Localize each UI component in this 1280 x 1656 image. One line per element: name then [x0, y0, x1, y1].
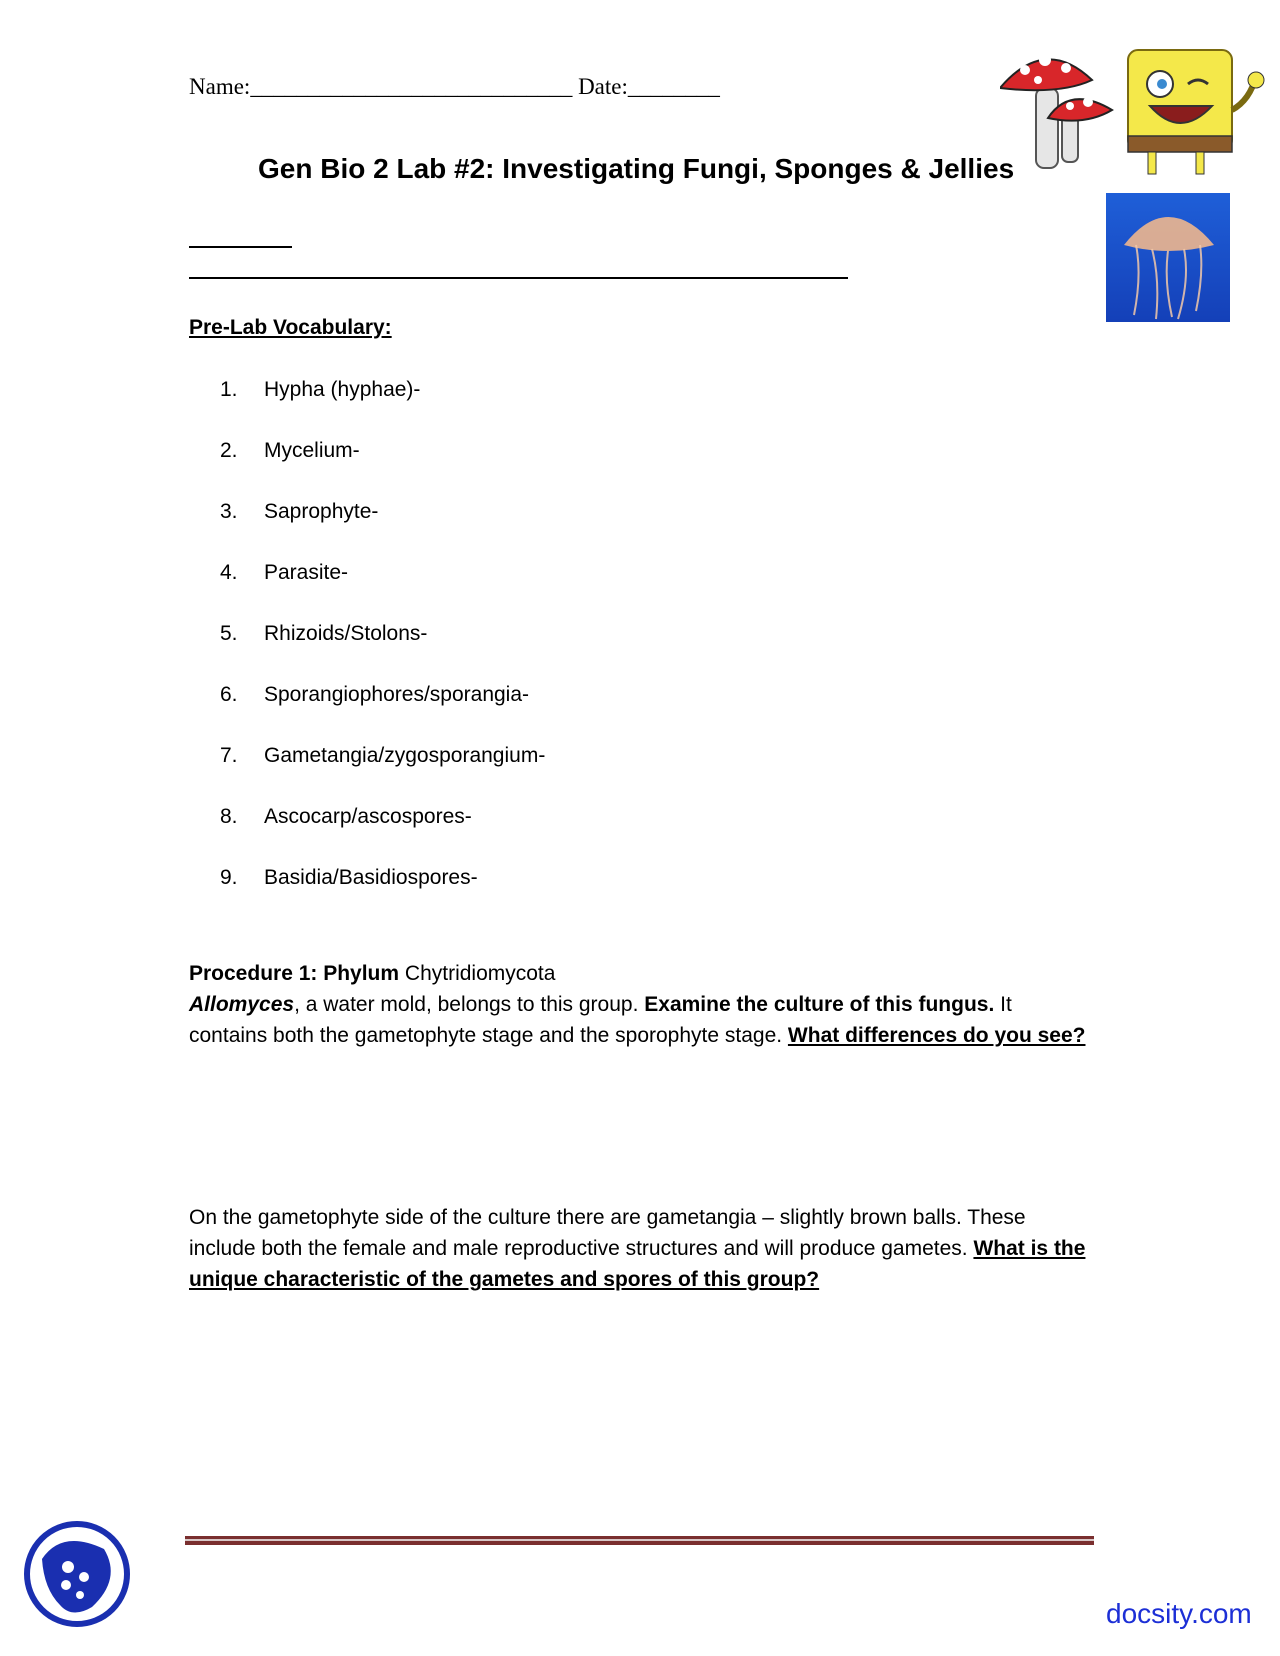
instruction: Examine the culture of this fungus. [644, 993, 995, 1016]
vocab-term: Basidia/Basidiospores- [264, 866, 478, 889]
list-item: 1. Hypha (hyphae)- [220, 377, 545, 438]
vocab-term: Ascocarp/ascospores- [264, 805, 472, 828]
genus-name: Allomyces [189, 993, 295, 1016]
list-item: 9. Basidia/Basidiospores- [220, 865, 545, 926]
docsity-logo-icon [22, 1519, 132, 1629]
vocab-term: Parasite- [264, 561, 349, 584]
vocab-term: Mycelium- [264, 439, 360, 462]
page-title: Gen Bio 2 Lab #2: Investigating Fungi, Sponges & Jellies [258, 153, 1015, 184]
procedure-1-body: Allomyces, a water mold, belongs to this group. Examine the culture of this fungus. It contains both the gametophyte stage and the sporophyte stage. What differences do you see? [189, 993, 1086, 1047]
sponge-character-icon [1128, 50, 1264, 174]
vocabulary-list [220, 377, 545, 926]
title-rule-short [189, 246, 292, 248]
list-item: 6. Sporangiophores/sporangia- [220, 682, 545, 743]
name-field[interactable]: ____________________________ [250, 74, 573, 99]
procedure-1-heading: Procedure 1: Phylum Chytridiomycota [189, 962, 556, 985]
gametangia-paragraph: On the gametophyte side of the culture there are gametangia – slightly brown balls. These include both the female and male reproductive structures and will produce gametes. What is the unique characteristic of the gametes and spores of this group? [189, 1206, 1086, 1291]
name-label: Name: [189, 74, 251, 99]
list-item: 7. Gametangia/zygosporangium- [220, 743, 545, 804]
prelab-heading: Pre-Lab Vocabulary: [189, 316, 392, 339]
vocab-term: Hypha (hyphae)- [264, 378, 421, 401]
date-label: Date: [578, 74, 628, 99]
question: What differences do you see? [787, 1024, 1086, 1047]
mushroom-icon [1000, 54, 1112, 168]
list-item: 3. Saprophyte- [220, 499, 545, 560]
vocab-term: Saprophyte- [264, 500, 379, 523]
list-item: 5. Rhizoids/Stolons- [220, 621, 545, 682]
vocab-term: Gametangia/zygosporangium- [264, 744, 546, 767]
list-item: 8. Ascocarp/ascospores- [220, 804, 545, 865]
name-date-line [189, 74, 720, 100]
vocab-term: Sporangiophores/sporangia- [264, 683, 530, 706]
list-item: 2. Mycelium- [220, 438, 545, 499]
vocab-term: Rhizoids/Stolons- [264, 622, 428, 645]
jellyfish-image [1106, 193, 1230, 322]
list-item: 4. Parasite- [220, 560, 545, 621]
procedure-1 [189, 958, 1089, 1051]
title-rule-long [189, 277, 848, 279]
mushroom-sponge-clipart [1000, 40, 1265, 180]
docsity-link[interactable]: docsity.com [1106, 1598, 1252, 1629]
date-field[interactable]: ________ [627, 74, 720, 99]
footer-rule [185, 1536, 1094, 1545]
question: What is the unique characteristic of the gametes and spores of this group? [189, 1237, 1086, 1291]
